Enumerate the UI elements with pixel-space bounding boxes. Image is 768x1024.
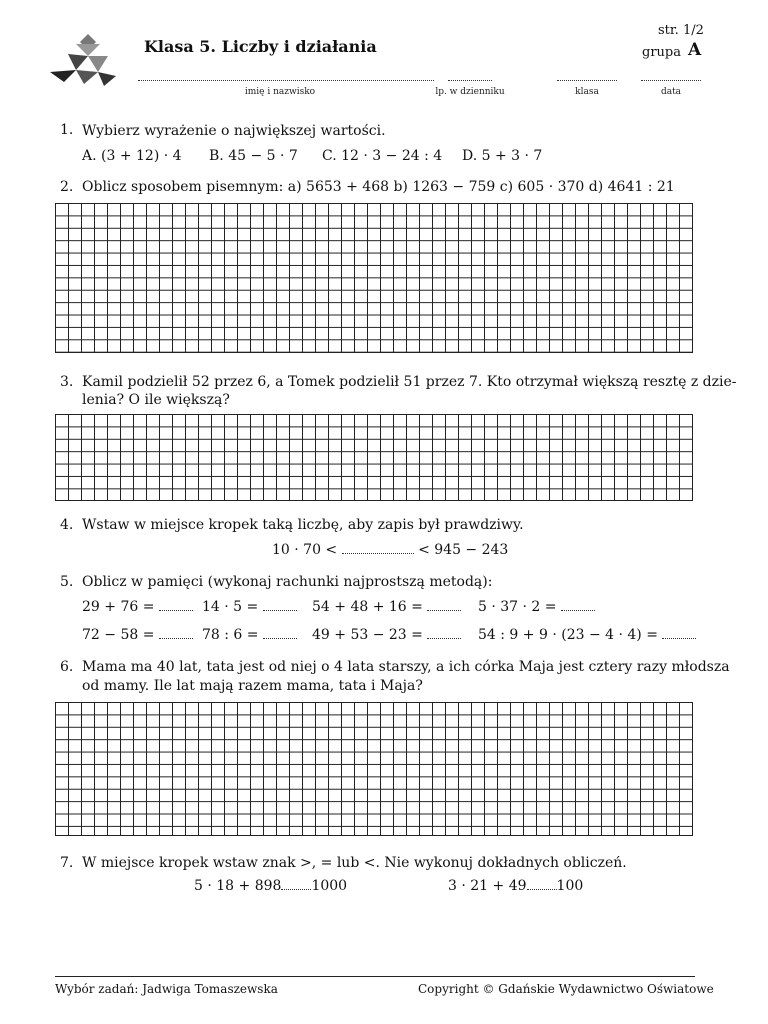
q1-option-c[interactable]: C. 12 · 3 − 24 : 4 [322,148,443,164]
q5-item-6: 78 : 6 = [202,626,297,644]
tangram-logo [48,32,118,90]
q5-item-2: 14 · 5 = [202,598,297,616]
group-label: grupa [642,45,681,60]
date-field-line[interactable] [641,80,701,81]
q1-number: 1. [60,122,74,138]
q1-option-d[interactable]: D. 5 + 3 · 7 [462,148,543,164]
q1-option-b[interactable]: B. 45 − 5 · 7 [209,148,298,164]
q1-option-a[interactable]: A. (3 + 12) · 4 [82,148,182,164]
footer-author: Wybór zadań: Jadwiga Tomaszewska [55,982,278,996]
q2-number: 2. [60,179,74,195]
q4-blank[interactable] [342,541,414,554]
q6-answer-grid[interactable] [55,702,693,836]
q7-number: 7. [60,855,74,871]
q2-text: Oblicz sposobem pisemnym: a) 5653 + 468 b) 1263 − 759 c) 605 · 370 d) 4641 : 21 [82,179,675,195]
q7-expression-2: 3 · 21 + 49 100 [448,878,584,894]
q3-answer-grid[interactable] [55,414,693,501]
q7-expression-1: 5 · 18 + 898 1000 [194,878,348,894]
q7-blank-2[interactable] [527,877,557,890]
group-value: A [688,40,702,60]
q3-text-line2: lenia? O ile większą? [82,392,230,408]
q2-answer-grid[interactable] [55,203,693,353]
q3-number: 3. [60,374,74,390]
q4-right: < 945 − 243 [418,542,509,558]
q5-blank[interactable] [159,598,193,611]
q6-number: 6. [60,659,74,675]
q3-text-line1: Kamil podzielił 52 przez 6, a Tomek podzielił 51 przez 7. Kto otrzymał większą resztę z dzie- [82,374,737,390]
name-field-label: imię i nazwisko [244,87,316,97]
class-field-line[interactable] [557,80,617,81]
q5-text: Oblicz w pamięci (wykonaj rachunki najprostszą metodą): [82,574,493,590]
q4-text: Wstaw w miejsce kropek taką liczbę, aby zapis był prawdziwy. [82,517,524,533]
date-field-label: data [660,87,682,97]
q5-blank[interactable] [263,598,297,611]
q5-item-5: 72 − 58 = [82,626,193,644]
class-field-label: klasa [575,87,599,97]
register-field-label: lp. w dzienniku [435,87,505,97]
q5-item-1: 29 + 76 = [82,598,193,616]
footer-copyright: Copyright © Gdańskie Wydawnictwo Oświatowe [418,982,714,996]
q5-item-4: 5 · 37 · 2 = [478,598,595,616]
q6-text-line2: od mamy. Ile lat mają razem mama, tata i Maja? [82,678,423,694]
q7-blank-1[interactable] [281,877,311,890]
q7-text: W miejsce kropek wstaw znak >, = lub <. Nie wykonuj dokładnych obliczeń. [82,855,627,871]
name-field-line[interactable] [138,80,434,81]
q5-blank[interactable] [159,626,193,639]
q5-number: 5. [60,574,74,590]
q5-item-7: 49 + 53 − 23 = [312,626,461,644]
q5-blank[interactable] [662,626,696,639]
q4-number: 4. [60,517,74,533]
q4-expression [272,541,508,559]
footer-divider [55,976,695,977]
q1-text: Wybierz wyrażenie o największej wartości. [82,123,386,139]
q5-item-3: 54 + 48 + 16 = [312,598,461,616]
page-title: Klasa 5. Liczby i działania [144,37,377,56]
q5-blank[interactable] [263,626,297,639]
q5-blank[interactable] [561,598,595,611]
q5-blank[interactable] [427,626,461,639]
q4-left: 10 · 70 < [272,542,338,558]
q5-blank[interactable] [427,598,461,611]
q6-text-line1: Mama ma 40 lat, tata jest od niej o 4 lata starszy, a ich córka Maja jest cztery razy młodsza [82,659,730,675]
register-field-line[interactable] [448,80,492,81]
q5-item-8: 54 : 9 + 9 · (23 − 4 · 4) = [478,626,696,644]
page-number: str. 1/2 [658,23,704,38]
